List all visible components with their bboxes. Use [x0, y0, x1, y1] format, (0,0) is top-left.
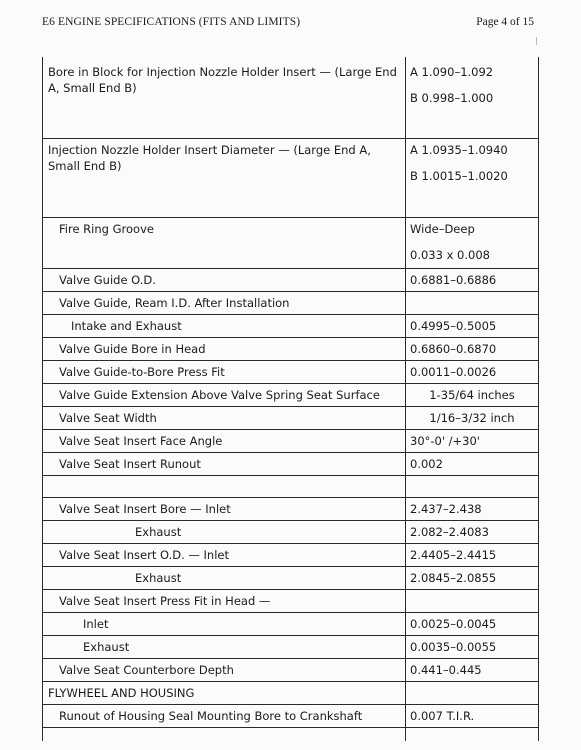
- spec-row: [43, 681, 539, 704]
- spec-row: [43, 612, 539, 635]
- spec-description: Valve Guide-to-Bore Press Fit: [59, 364, 225, 379]
- spec-row: [43, 635, 539, 658]
- spec-value-cell: [406, 314, 539, 337]
- spec-value: 0.441–0.445: [410, 662, 482, 677]
- spec-description: Valve Seat Insert O.D. — Inlet: [59, 547, 230, 562]
- spec-value-group: [406, 315, 538, 334]
- spec-row: [43, 57, 539, 138]
- spec-row: [43, 406, 539, 429]
- spec-description: Intake and Exhaust: [71, 318, 182, 333]
- spec-value-group: [406, 453, 538, 472]
- spec-description-cell: [43, 520, 406, 543]
- spec-row: [43, 268, 539, 291]
- spec-description: Exhaust: [135, 524, 182, 539]
- spec-description: Valve Seat Insert Press Fit in Head —: [59, 593, 271, 608]
- spec-value-cell: [406, 360, 539, 383]
- spec-value: 2.437–2.438: [410, 501, 482, 516]
- spec-row: [43, 429, 539, 452]
- spec-description-cell: [43, 681, 406, 704]
- spec-value-group: [406, 57, 538, 106]
- spec-table: [42, 57, 539, 741]
- spec-value-cell: [406, 658, 539, 681]
- spec-description-cell: [43, 406, 406, 429]
- spec-value: B 1.0015–1.0020: [410, 168, 508, 183]
- spec-description: [43, 476, 405, 479]
- spec-description: Valve Seat Insert Face Angle: [59, 433, 223, 448]
- spec-row: [43, 566, 539, 589]
- spec-value-cell: [406, 612, 539, 635]
- spec-row: [43, 138, 539, 217]
- spec-value: 0.4995–0.5005: [410, 318, 497, 333]
- scan-mark: [536, 37, 537, 45]
- spec-value-cell: [406, 383, 539, 406]
- spec-value-cell: [406, 429, 539, 452]
- spec-description-cell: [43, 635, 406, 658]
- spec-value-cell: [406, 138, 539, 217]
- spec-description: Valve Guide O.D.: [59, 272, 156, 287]
- spec-value-group: [406, 659, 538, 678]
- spec-row: [43, 589, 539, 612]
- document-title: E6 ENGINE SPECIFICATIONS (FITS AND LIMITS): [42, 16, 301, 28]
- spec-description: Valve Guide Extension Above Valve Spring Seat Surface: [59, 387, 380, 402]
- spec-value-group: [406, 430, 538, 449]
- spec-value: 0.002: [410, 456, 443, 471]
- spec-row: [43, 520, 539, 543]
- spec-value-cell: [406, 520, 539, 543]
- spec-value: 2.4405–2.4415: [410, 547, 497, 562]
- spec-value: 30°-0' /+30': [410, 433, 480, 448]
- spec-description-cell: [43, 268, 406, 291]
- spec-value-group: [406, 292, 538, 295]
- spec-description: Fire Ring Groove: [59, 221, 154, 236]
- spec-value-cell: [406, 497, 539, 520]
- spec-value-cell: [406, 727, 539, 741]
- spec-value-cell: [406, 681, 539, 704]
- spec-value: Wide–Deep: [410, 221, 475, 236]
- spec-description-cell: [43, 314, 406, 337]
- spec-description-cell: [43, 658, 406, 681]
- spec-table-body: [43, 57, 539, 741]
- spec-value: 0.6881–0.6886: [410, 272, 497, 287]
- spec-value-cell: [406, 566, 539, 589]
- spec-description: Valve Seat Counterbore Depth: [59, 662, 234, 677]
- spec-description: Injection Nozzle Holder Insert Diameter — (Large End A, Small End B): [48, 142, 371, 173]
- spec-description-cell: [43, 337, 406, 360]
- spec-value: 0.033 x 0.008: [410, 247, 490, 262]
- spec-row: [43, 337, 539, 360]
- spec-row: [43, 497, 539, 520]
- spec-value-group: [406, 338, 538, 357]
- spec-value-group: [406, 218, 538, 263]
- spec-row: [43, 383, 539, 406]
- spec-row: [43, 217, 539, 268]
- spec-description-cell: [43, 612, 406, 635]
- spec-value: 0.0025–0.0045: [410, 616, 497, 631]
- spec-value-cell: [406, 57, 539, 138]
- spec-description: Valve Seat Width: [59, 410, 157, 425]
- spec-value-group: [406, 613, 538, 632]
- spec-description-cell: [43, 360, 406, 383]
- spec-description-cell: [43, 543, 406, 566]
- spec-description-cell: [43, 704, 406, 727]
- spec-value-group: [406, 384, 538, 403]
- spec-value-group: [406, 476, 538, 479]
- spec-value-group: [406, 139, 538, 184]
- spec-value: 2.082–2.4083: [410, 524, 489, 539]
- spec-value: 0.007 T.I.R.: [410, 708, 475, 723]
- spec-description: Valve Seat Insert Runout: [59, 456, 201, 471]
- spec-value-group: [406, 544, 538, 563]
- spec-value-group: [406, 269, 538, 288]
- spec-value: 1-35/64 inches: [429, 387, 515, 402]
- spec-description: Valve Guide, Ream I.D. After Installation: [59, 295, 290, 310]
- spec-description-cell: [43, 291, 406, 314]
- spec-description-cell: [43, 429, 406, 452]
- spec-row: [43, 475, 539, 497]
- spec-value-cell: [406, 452, 539, 475]
- spec-value: A 1.090–1.092: [410, 65, 494, 79]
- spec-value-group: [406, 705, 538, 724]
- spec-row: [43, 314, 539, 337]
- spec-description: Valve Guide Bore in Head: [59, 341, 206, 356]
- spec-description: Valve Seat Insert Bore — Inlet: [59, 501, 231, 516]
- spec-value-group: [406, 590, 538, 593]
- spec-row: [43, 452, 539, 475]
- spec-value-cell: [406, 268, 539, 291]
- spec-description-cell: [43, 497, 406, 520]
- spec-description-cell: [43, 589, 406, 612]
- page-number: Page 4 of 15: [476, 16, 534, 28]
- spec-value-cell: [406, 337, 539, 360]
- spec-description: Inlet: [83, 616, 109, 631]
- spec-row: [43, 727, 539, 741]
- spec-value-group: [406, 498, 538, 517]
- spec-row: [43, 658, 539, 681]
- spec-description-cell: [43, 566, 406, 589]
- spec-row: [43, 704, 539, 727]
- spec-row: [43, 543, 539, 566]
- spec-description: Runout of Housing Seal Mounting Bore to Crankshaft: [59, 708, 363, 723]
- spec-description: Bore in Block for Injection Nozzle Holder Insert — (Large End A, Small End B): [48, 65, 397, 95]
- spec-value: B 0.998–1.000: [410, 91, 494, 105]
- spec-description-cell: [43, 217, 406, 268]
- spec-description: FLYWHEEL AND HOUSING: [48, 685, 195, 700]
- spec-value-cell: [406, 291, 539, 314]
- spec-description-cell: [43, 138, 406, 217]
- spec-value-cell: [406, 704, 539, 727]
- spec-value-cell: [406, 543, 539, 566]
- spec-description-cell: [43, 475, 406, 497]
- spec-value: 0.0035–0.0055: [410, 639, 497, 654]
- spec-value: 0.0011–0.0026: [410, 364, 497, 379]
- spec-description-cell: [43, 57, 406, 138]
- spec-value-cell: [406, 406, 539, 429]
- spec-description-cell: [43, 383, 406, 406]
- spec-value: 1/16–3/32 inch: [429, 410, 515, 425]
- spec-value: A 1.0935–1.0940: [410, 142, 508, 157]
- spec-value-group: [406, 521, 538, 540]
- spec-value-cell: [406, 475, 539, 497]
- spec-value-cell: [406, 589, 539, 612]
- spec-value-group: [406, 361, 538, 380]
- spec-value-cell: [406, 217, 539, 268]
- spec-value-group: [406, 682, 538, 685]
- spec-description-cell: [43, 452, 406, 475]
- spec-value: 2.0845–2.0855: [410, 570, 497, 585]
- spec-description-cell: [43, 727, 406, 741]
- spec-value-cell: [406, 635, 539, 658]
- spec-value: 0.6860–0.6870: [410, 341, 497, 356]
- spec-value-group: [406, 407, 538, 426]
- spec-row: [43, 291, 539, 314]
- spec-value-group: [406, 567, 538, 586]
- spec-description: Exhaust: [83, 639, 130, 654]
- spec-description: Exhaust: [135, 570, 182, 585]
- spec-value-group: [406, 636, 538, 655]
- spec-row: [43, 360, 539, 383]
